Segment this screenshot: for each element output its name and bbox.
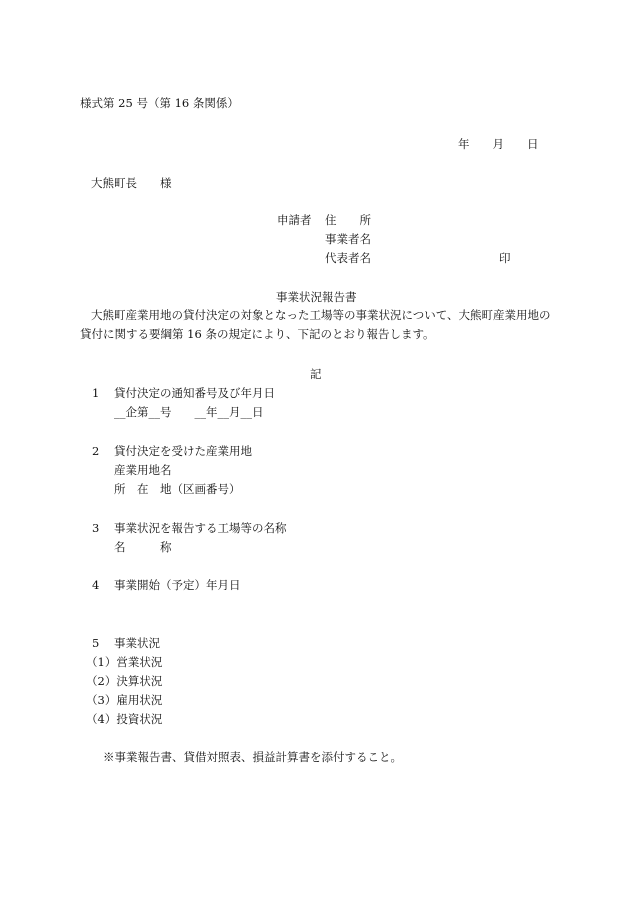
item3-number: 3 xyxy=(92,521,100,535)
representative-label: 代表者名 xyxy=(325,251,371,265)
item5-settlement: （2）決算状況 xyxy=(86,674,163,688)
ki-heading: 記 xyxy=(310,367,322,381)
item5-title: 事業状況 xyxy=(114,636,160,650)
item3-name-label: 名 称 xyxy=(114,540,172,554)
attachment-note: ※事業報告書、貸借対照表、損益計算書を添付すること。 xyxy=(103,750,402,764)
item2-number: 2 xyxy=(92,444,100,458)
form-number: 様式第 25 号（第 16 条関係） xyxy=(80,96,239,110)
item5-investment: （4）投資状況 xyxy=(86,712,163,726)
addressee: 大熊町長 様 xyxy=(91,176,172,190)
item1-number: 1 xyxy=(92,386,100,400)
date-line: 年 月 日 xyxy=(458,137,539,151)
business-name-label: 事業者名 xyxy=(325,232,371,246)
address-label: 住 所 xyxy=(325,213,371,227)
item2-title: 貸付決定を受けた産業用地 xyxy=(114,444,252,458)
body-paragraph: 大熊町産業用地の貸付決定の対象となった工場等の事業状況について、大熊町産業用地の貸付に関する要綱第 16 条の規定により、下記のとおり報告します。 xyxy=(80,308,551,341)
item5-sales: （1）営業状況 xyxy=(86,655,163,669)
item5-number: 5 xyxy=(92,636,100,650)
document-title: 事業状況報告書 xyxy=(276,290,357,304)
item5-employment: （3）雇用状況 xyxy=(86,693,163,707)
item2-land-name: 産業用地名 xyxy=(114,463,172,477)
item4-title: 事業開始（予定）年月日 xyxy=(114,578,241,592)
item3-title: 事業状況を報告する工場等の名称 xyxy=(114,521,287,535)
item4-number: 4 xyxy=(92,578,100,592)
applicant-label: 申請者 xyxy=(277,213,312,227)
item1-title: 貸付決定の通知番号及び年月日 xyxy=(114,386,275,400)
item1-notice-line: __企第__号 __年__月__日 xyxy=(114,405,264,419)
seal-mark: 印 xyxy=(499,251,511,265)
item2-location: 所 在 地（区画番号） xyxy=(114,482,241,496)
